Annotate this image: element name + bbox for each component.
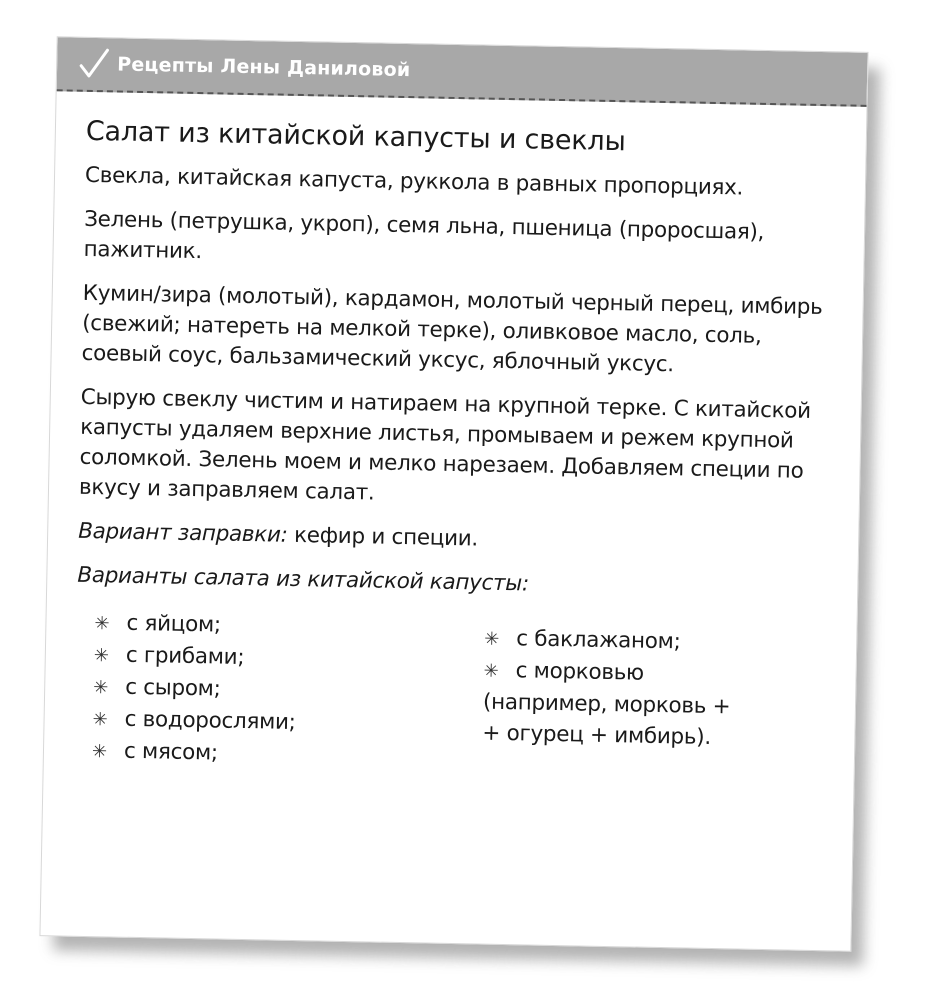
asterisk-bullet-icon: ✳ (94, 613, 110, 635)
header-title: Рецепты Лены Даниловой (116, 53, 411, 82)
list-item: ✳ с морковью (483, 655, 731, 692)
list-item: ✳ с баклажаном; (484, 623, 732, 660)
recipe-title: Салат из китайской капусты и свеклы (85, 115, 626, 158)
list-item: ✳ с грибами; (94, 639, 485, 678)
asterisk-bullet-icon: ✳ (91, 741, 107, 763)
list-item: ✳ с водорослями; (92, 703, 483, 742)
card-header (57, 37, 868, 107)
dressing-text: кефир и специи. (287, 522, 479, 552)
dressing-variant (78, 517, 836, 562)
list-item: ✳ с мясом; (92, 735, 483, 774)
asterisk-bullet-icon: ✳ (483, 660, 499, 682)
recipe-card (39, 36, 868, 951)
variants-heading: Варианты салата из китайской капусты: (77, 562, 530, 597)
list-item-note: + огурец + имбирь). (482, 720, 712, 750)
variants-list-left (74, 607, 485, 775)
asterisk-bullet-icon: ✳ (484, 628, 500, 650)
asterisk-bullet-icon: ✳ (93, 677, 109, 699)
variants-lists (74, 607, 835, 782)
variants-list-right (482, 615, 732, 780)
dressing-label: Вариант заправки: (77, 518, 288, 548)
asterisk-bullet-icon: ✳ (92, 709, 108, 731)
recipe-content (74, 116, 844, 781)
check-icon (77, 47, 112, 82)
ingredients-spices: Кумин/зира (молотый), кардамон, молотый черный перец, имбирь (свежий; натереть на мелкой терке), оливковое масло, соль, соевый соус, бальзамический уксус, яблочный уксус. (81, 280, 823, 378)
list-item: ✳ с сыром; (93, 671, 484, 710)
asterisk-bullet-icon: ✳ (93, 645, 109, 667)
recipe-card-wrapper (39, 36, 868, 951)
ingredients-greens: Зелень (петрушка, укроп), семя льна, пшеница (проросшая), пажитник. (83, 206, 765, 265)
list-item-note: (например, морковь + (482, 689, 731, 720)
ingredients-main: Свекла, китайская капуста, руккола в равных пропорциях. (84, 162, 744, 201)
list-item: ✳ с яйцом; (94, 607, 485, 646)
preparation-steps: Сырую свеклу чистим и натираем на крупной терке. С китайской капусты удаляем верхние листья, промываем и режем крупной соломкой. Зелень моем и мелко нарезаем. Добавляем специи по вкусу и заправляем салат. (78, 384, 812, 506)
